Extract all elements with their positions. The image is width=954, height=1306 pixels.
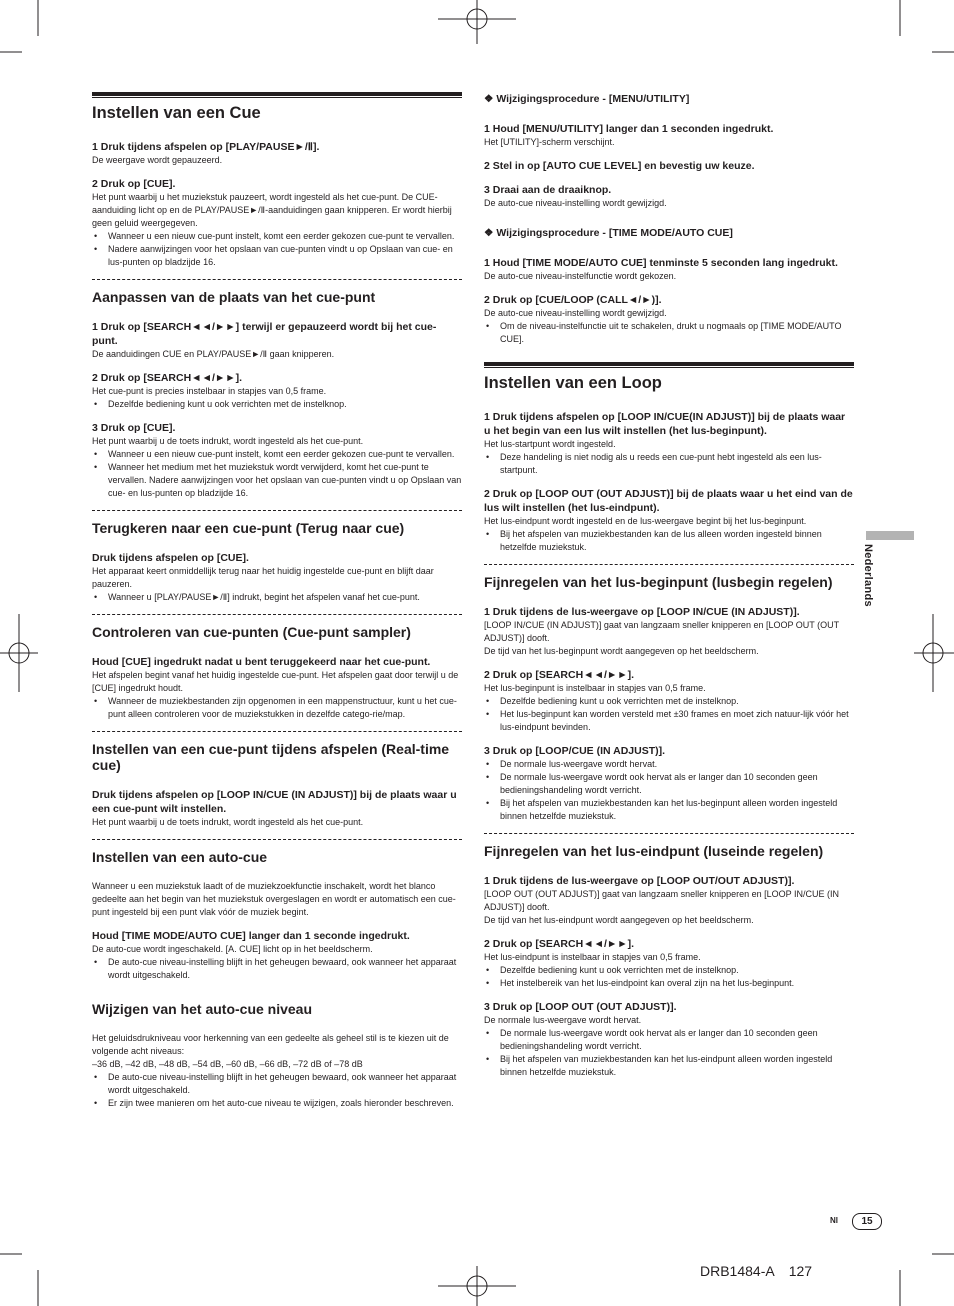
footer-code: DRB1484-A (700, 1263, 775, 1279)
step-text: [LOOP IN/CUE (IN ADJUST)] gaat van langzaam sneller knipperen en [LOOP OUT (OUT ADJUST)] dooft. (484, 620, 839, 643)
bullet: • Het instelbereik van het lus-eindpoint kan overal zijn na het lus-beginpunt. (484, 977, 854, 990)
bullet: • De normale lus-weergave wordt ook hervat als er langer dan 10 seconden geen bedieningshandeling wordt verricht. (484, 771, 854, 797)
step-text: Het [UTILITY]-scherm verschijnt. (484, 137, 615, 147)
step: Houd [TIME MODE/AUTO CUE] langer dan 1 seconde ingedrukt. (92, 930, 410, 942)
step-text: Het lus-startpunt wordt ingesteld. (484, 439, 616, 449)
bullet-list (484, 320, 854, 346)
section-title-realtime: Instellen van een cue-punt tijdens afspelen (Real-time cue) (92, 731, 462, 773)
step: 2 Druk op [CUE/LOOP (CALL◄/►)]. (484, 294, 662, 306)
step: Druk tijdens afspelen op [LOOP IN/CUE (IN ADJUST)] bij de plaats waar u een cue-punt wilt instellen. (92, 789, 457, 815)
bullet-list (484, 695, 854, 734)
section-title-loop-end: Fijnregelen van het lus-eindpunt (luseinde regelen) (484, 833, 854, 859)
procedure-title: ❖ Wijzigingsprocedure - [TIME MODE/AUTO CUE] (484, 227, 733, 239)
procedure-title: ❖ Wijzigingsprocedure - [MENU/UTILITY] (484, 93, 690, 105)
bullet: • Het lus-beginpunt kan worden versteld met ±30 frames en moet zich natuur-lijk vóór het lus-eindpunt bevinden. (484, 708, 854, 734)
step-text: Het punt waarbij u het muziekstuk pauzeert, wordt ingesteld als het cue-punt. De CUE-aanduiding licht op en de PLAY/PAUSE►/Ⅱ-aanduidingen gaan knipperen. Er wordt hierbij geen geluid weergegeven. (92, 192, 452, 228)
bullet: • De auto-cue niveau-instelling blijft in het geheugen bewaard, ook wanneer het apparaat wordt uitgeschakeld. (92, 956, 462, 982)
step: 1 Druk op [SEARCH◄◄/►►] terwijl er gepauzeerd wordt bij het cue-punt. (92, 321, 437, 347)
bullet: • Bij het afspelen van muziekbestanden kan de lus alleen worden ingesteld binnen hetzelfde muziekstuk. (484, 528, 854, 554)
bullet-list (92, 695, 462, 721)
bullet: • Wanneer u een nieuw cue-punt instelt, komt een eerder gekozen cue-punt te vervallen. (92, 230, 462, 243)
bullet-list (92, 448, 462, 500)
bullet: • Bij het afspelen van muziekbestanden kan het lus-eindpunt alleen worden ingesteld binnen hetzelfde muziekstuk. (484, 1053, 854, 1079)
step: 3 Draai aan de draaiknop. (484, 184, 612, 196)
step: Druk tijdens afspelen op [CUE]. (92, 552, 249, 564)
step: 1 Druk tijdens afspelen op [LOOP IN/CUE(IN ADJUST)] bij de plaats waar u het begin van een lus wilt instellen (het lus-beginpunt). (484, 411, 846, 437)
step: 2 Stel in op [AUTO CUE LEVEL] en bevestig uw keuze. (484, 160, 755, 172)
step: 3 Druk op [CUE]. (92, 422, 176, 434)
bullet-list (92, 1071, 462, 1110)
step: 2 Druk op [CUE]. (92, 178, 176, 190)
bullet-list (92, 398, 462, 411)
step-text: Het afspelen begint vanaf het huidig ingestelde cue-punt. Het afspelen gaat door terwijl u de [CUE] ingedrukt houdt. (92, 670, 459, 693)
step-text: Het cue-punt is precies instelbaar in stapjes van 0,5 frame. (92, 386, 327, 396)
bullet: • Dezelfde bediening kunt u ook verrichten met de instelknop. (484, 964, 854, 977)
bullet: • Nadere aanwijzingen voor het opslaan van cue-punten vindt u op Opslaan van cue- en lus-punten op bladzijde 16. (92, 243, 462, 269)
bullet-list (484, 964, 854, 990)
footer (700, 1263, 812, 1279)
bullet: • De normale lus-weergave wordt hervat. (484, 758, 854, 771)
step: 2 Druk op [SEARCH◄◄/►►]. (484, 669, 635, 681)
bullet: • Wanneer de muziekbestanden zijn opgenomen in een mappenstructuur, kunt u het cue-punt alleen controleren voor de muziekstukken in dezelfde catego-rie/map. (92, 695, 462, 721)
bullet: • Wanneer het medium met het muziekstuk wordt verwijderd, komt het cue-punt te vervallen. Nadere aanwijzingen voor het opslaan van cue-punten vindt u op Opslaan van cue- en lus-punten op bladzijde 16. (92, 461, 462, 500)
step-text: Het lus-beginpunt is instelbaar in stapjes van 0,5 frame. (484, 683, 706, 693)
step-text: Het lus-eindpunt wordt ingesteld en de lus-weergave begint bij het lus-beginpunt. (484, 516, 807, 526)
section-title-back-cue: Terugkeren naar een cue-punt (Terug naar cue) (92, 510, 462, 536)
paragraph: Het geluidsdrukniveau voor herkenning van een gedeelte als geheel stil is te kiezen uit de volgende acht niveaus: (92, 1033, 449, 1056)
right-column (484, 92, 854, 1079)
section-title-loop: Instellen van een Loop (484, 362, 854, 393)
left-column (92, 92, 462, 1110)
step-text: De tijd van het lus-beginpunt wordt aangegeven op het beeldscherm. (484, 646, 759, 656)
bullet: • Deze handeling is niet nodig als u reeds een cue-punt hebt ingesteld als een lus-startpunt. (484, 451, 854, 477)
section-title-autocue: Instellen van een auto-cue (92, 839, 462, 865)
section-title-cue: Instellen van een Cue (92, 92, 462, 123)
bullet: • De normale lus-weergave wordt ook hervat als er langer dan 10 seconden geen bedieningshandeling wordt verricht. (484, 1027, 854, 1053)
bullet: • Dezelfde bediening kunt u ook verrichten met de instelknop. (484, 695, 854, 708)
step: 1 Houd [TIME MODE/AUTO CUE] tenminste 5 seconden lang ingedrukt. (484, 257, 838, 269)
step-text: De aanduidingen CUE en PLAY/PAUSE►/Ⅱ gaan knipperen. (92, 349, 335, 359)
step: 3 Druk op [LOOP/CUE (IN ADJUST)]. (484, 745, 666, 757)
bullet-list (92, 956, 462, 982)
page-number: 15 (852, 1213, 882, 1230)
step-text: Het punt waarbij u de toets indrukt, wordt ingesteld als het cue-punt. (92, 436, 364, 446)
step: Houd [CUE] ingedrukt nadat u bent teruggekeerd naar het cue-punt. (92, 656, 431, 668)
step-text: De weergave wordt gepauzeerd. (92, 155, 223, 165)
bullet: • Er zijn twee manieren om het auto-cue niveau te wijzigen, zoals hieronder beschreven. (92, 1097, 462, 1110)
step-text: De auto-cue niveau-instelling wordt gewijzigd. (484, 308, 667, 318)
step-text: De auto-cue niveau-instelling wordt gewijzigd. (484, 198, 667, 208)
step: 1 Druk tijdens de lus-weergave op [LOOP IN/CUE (IN ADJUST)]. (484, 606, 800, 618)
step: 1 Druk tijdens afspelen op [PLAY/PAUSE►/Ⅱ]. (92, 141, 320, 153)
paragraph: –36 dB, –42 dB, –48 dB, –54 dB, –60 dB, –66 dB, –72 dB of –78 dB (92, 1059, 363, 1069)
step: 1 Druk tijdens de lus-weergave op [LOOP OUT/OUT ADJUST)]. (484, 875, 795, 887)
step: 2 Druk op [SEARCH◄◄/►►]. (92, 372, 243, 384)
section-title-loop-begin: Fijnregelen van het lus-beginpunt (lusbegin regelen) (484, 564, 854, 590)
step: 2 Druk op [LOOP OUT (OUT ADJUST)] bij de plaats waar u het eind van de lus wilt instellen (het lus-eindpunt). (484, 488, 853, 514)
bullet-list (484, 528, 854, 554)
step-text: [LOOP OUT (OUT ADJUST)] gaat van langzaam sneller knipperen en [LOOP IN/CUE (IN ADJUST)] dooft. (484, 889, 839, 912)
step-text: Het apparaat keert onmiddellijk terug naar het huidig ingestelde cue-punt en blijft daar pauzeren. (92, 566, 434, 589)
bullet-list (484, 1027, 854, 1079)
paragraph: Wanneer u een muziekstuk laadt of de muziekzoekfunctie inschakelt, wordt het blanco gedeelte aan het begin van het muziekstuk overgeslagen en wordt er automatisch een cue-punt ingesteld bij een punt vlak vóór de muziek begint. (92, 881, 456, 917)
bullet: • Bij het afspelen van muziekbestanden kan het lus-beginpunt alleen worden ingesteld binnen hetzelfde muziekstuk. (484, 797, 854, 823)
bullet: • Om de niveau-instelfunctie uit te schakelen, drukt u nogmaals op [TIME MODE/AUTO CUE]. (484, 320, 854, 346)
step-text: De normale lus-weergave wordt hervat. (484, 1015, 642, 1025)
language-tab-bar (866, 531, 914, 540)
bullet-list (484, 758, 854, 823)
page-language: Nl (830, 1216, 838, 1225)
bullet: • Dezelfde bediening kunt u ook verrichten met de instelknop. (92, 398, 462, 411)
bullet: • Wanneer u een nieuw cue-punt instelt, komt een eerder gekozen cue-punt te vervallen. (92, 448, 462, 461)
step-text: De auto-cue niveau-instelfunctie wordt gekozen. (484, 271, 677, 281)
bullet: • De auto-cue niveau-instelling blijft in het geheugen bewaard, ook wanneer het apparaat wordt uitgeschakeld. (92, 1071, 462, 1097)
section-title-adjust: Aanpassen van de plaats van het cue-punt (92, 279, 462, 305)
footer-page: 127 (788, 1263, 813, 1279)
step-text: Het lus-eindpunt is instelbaar in stapjes van 0,5 frame. (484, 952, 701, 962)
language-label: Nederlands (862, 544, 874, 607)
section-title-autocue-level: Wijzigen van het auto-cue niveau (92, 1001, 313, 1017)
bullet-list (484, 451, 854, 477)
step-text: De tijd van het lus-eindpunt wordt aangegeven op het beeldscherm. (484, 915, 754, 925)
step-text: De auto-cue wordt ingeschakeld. [A. CUE] licht op in het beeldscherm. (92, 944, 373, 954)
step: 2 Druk op [SEARCH◄◄/►►]. (484, 938, 635, 950)
step: 1 Houd [MENU/UTILITY] langer dan 1 seconden ingedrukt. (484, 123, 774, 135)
bullet-list (92, 230, 462, 269)
section-title-sampler: Controleren van cue-punten (Cue-punt sampler) (92, 614, 462, 640)
bullet: • Wanneer u [PLAY/PAUSE►/Ⅱ] indrukt, begint het afspelen vanaf het cue-punt. (92, 591, 462, 604)
step: 3 Druk op [LOOP OUT (OUT ADJUST)]. (484, 1001, 677, 1013)
bullet-list (92, 591, 462, 604)
step-text: Het punt waarbij u de toets indrukt, wordt ingesteld als het cue-punt. (92, 817, 364, 827)
